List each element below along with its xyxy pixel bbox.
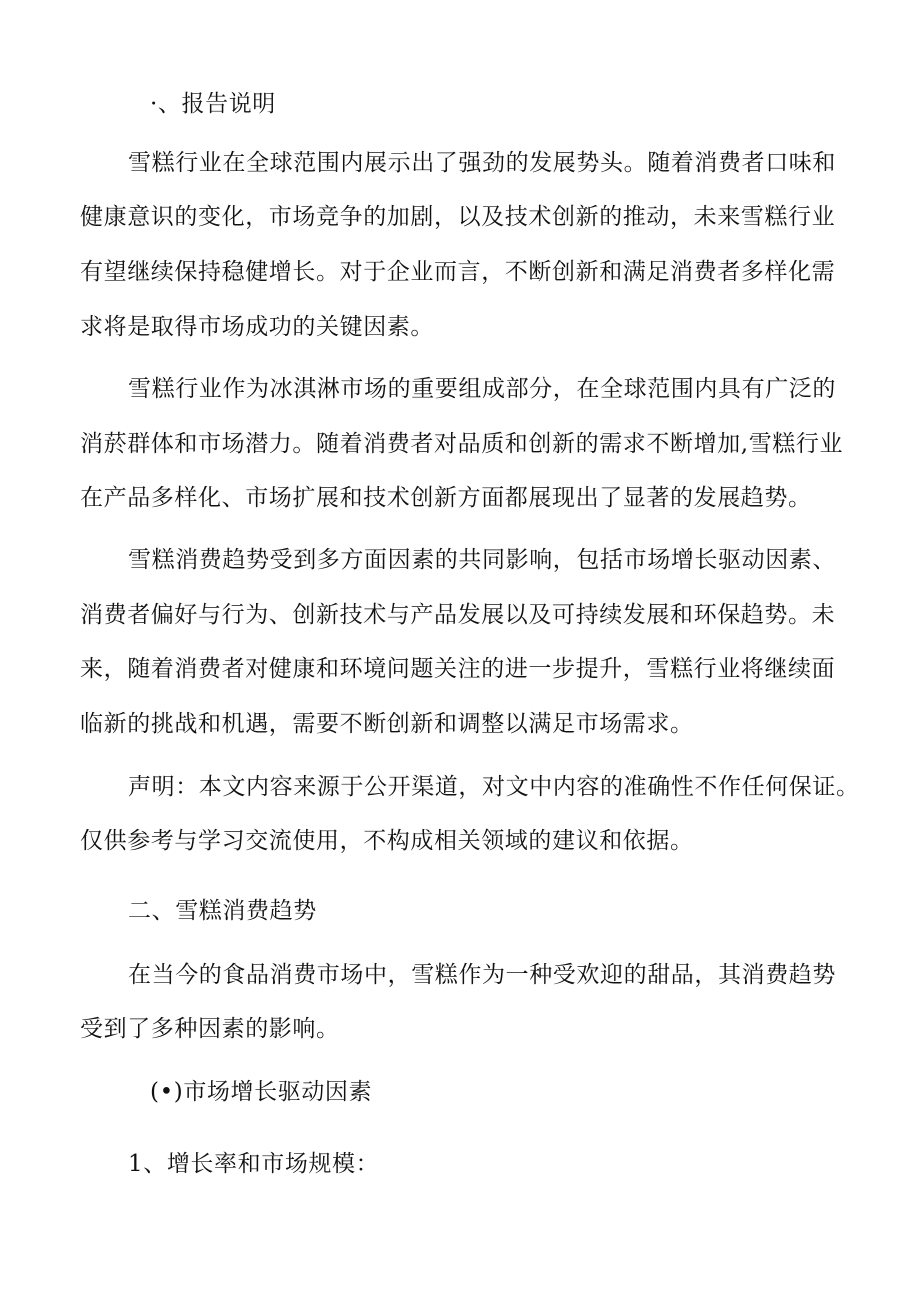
list-item-growth-rate: 1、增长率和市场规模： [128,1151,380,1177]
disclaimer-line: 仅供参考与学习交流使用，不构成相关领域的建议和依据。 [80,828,694,854]
paragraph-line: 求将是取得市场成功的关键因素。 [80,314,434,340]
subheading-market-growth-drivers: (•)市场增长驱动因素 [150,1079,373,1105]
paragraph-line: 受到了多种因素的影响。 [80,1016,340,1042]
paragraph-line: 消费者偏好与行为、创新技术与产品发展以及可持续发展和环保趋势。未 [80,602,836,628]
paragraph-line: 雪糕行业在全球范围内展示出了强劲的发展势头。随着消费者口味和 [128,150,836,176]
paragraph-line: 来，随着消费者对健康和环境问题关注的进一步提升，雪糕行业将继续面 [80,656,836,682]
paragraph-line: 雪糕行业作为冰淇淋市场的重要组成部分，在全球范围内具有广泛的 [128,376,836,402]
paragraph-line: 在当今的食品消费市场中，雪糕作为一种受欢迎的甜品，其消费趋势 [128,962,836,988]
paragraph-line: 在产品多样化、市场扩展和技术创新方面都展现出了显著的发展趋势。 [80,485,812,511]
paragraph-line: 有望继续保持稳健增长。对于企业而言，不断创新和满足消费者多样化需 [80,259,836,285]
disclaimer-line: 声明：本文内容来源于公开渠道，对文中内容的准确性不作任何保证。 [128,774,860,800]
paragraph-line: 消菸群体和市场潜力。随着消费者对品质和创新的需求不断增加,雪糕行业 [80,431,844,457]
section-heading-report-description: ·、报告说明 [150,91,276,117]
section-heading-consumption-trends: 二、雪糕消费趋势 [128,898,317,924]
paragraph-line: 健康意识的变化，市场竞争的加剧，以及技术创新的推动，未来雪糕行业 [80,204,836,230]
paragraph-line: 雪糕消费趋势受到多方面因素的共同影响，包括市场增长驱动因素、 [128,547,836,573]
paragraph-line: 临新的挑战和机遇，需要不断创新和调整以满足市场需求。 [80,711,694,737]
